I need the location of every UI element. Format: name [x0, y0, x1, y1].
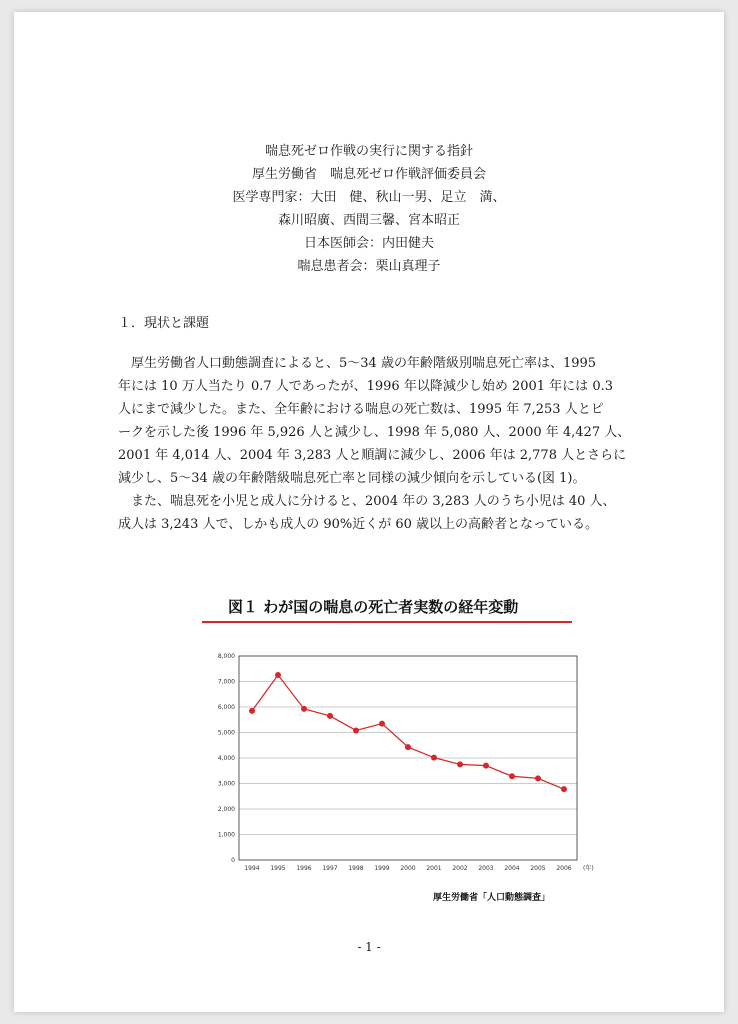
- x-axis-label: (年): [583, 865, 594, 872]
- x-tick-label: 1998: [348, 865, 364, 872]
- document-header: [14, 140, 724, 278]
- series-line: [252, 675, 564, 789]
- header-committee: 厚生労働省 喘息死ゼロ作戦評価委員会: [251, 167, 486, 182]
- data-point: [249, 708, 255, 714]
- paragraph-line: 成人は 3,243 人で、しかも成人の 90%近くが 60 歳以上の高齢者となっている。: [118, 517, 599, 532]
- data-point: [561, 786, 567, 792]
- x-tick-label: 2005: [530, 865, 546, 872]
- x-tick-label: 1995: [270, 865, 286, 872]
- data-point: [275, 672, 281, 678]
- data-point: [379, 721, 385, 727]
- data-point: [509, 773, 515, 779]
- x-tick-label: 2004: [504, 865, 520, 872]
- header-experts-1: 医学専門家：大田 健、秋山一男、足立 満、: [232, 190, 506, 205]
- y-tick-label: 5,000: [217, 729, 235, 737]
- y-tick-label: 8,000: [217, 653, 235, 660]
- paragraph-1: [118, 352, 640, 490]
- x-tick-label: 2006: [556, 865, 572, 872]
- document-page: [14, 12, 724, 1012]
- paragraph-line: また、喘息死を小児と成人に分けると、2004 年の 3,283 人のうち小児は 40 人、: [118, 494, 616, 509]
- x-tick-label: 1999: [374, 865, 390, 872]
- paragraph-2: [118, 490, 640, 536]
- paragraph-line: 人にまで減少した。また、全年齢における喘息の死亡数は、1995 年 7,253 人とピ: [118, 402, 604, 417]
- paragraph-line: ークを示した後 1996 年 5,926 人と減少し、1998 年 5,080 人、2000 年 4,427 人、: [118, 425, 631, 440]
- paragraph-line: 厚生労働省人口動態調査によると、5～34 歳の年齢階級別喘息死亡率は、1995: [118, 356, 597, 371]
- x-tick-label: 2000: [400, 865, 416, 872]
- y-tick-label: 3,000: [217, 780, 235, 788]
- y-tick-label: 7,000: [217, 678, 235, 686]
- x-tick-label: 1994: [244, 865, 260, 872]
- header-title: 喘息死ゼロ作戦の実行に関する指針: [264, 144, 473, 159]
- y-tick-label: 0: [231, 857, 235, 864]
- y-tick-label: 6,000: [217, 704, 235, 711]
- y-tick-label: 1,000: [217, 831, 235, 839]
- figure-title: 図１ わが国の喘息の死亡者実数の経年変動: [228, 598, 519, 616]
- x-tick-label: 1997: [322, 865, 338, 872]
- y-tick-label: 4,000: [217, 755, 235, 762]
- death-count-line-chart: [192, 638, 592, 878]
- header-medical-association: 日本医師会：内田健夫: [303, 236, 434, 251]
- data-point: [483, 763, 489, 769]
- data-point: [535, 775, 541, 781]
- y-tick-label: 2,000: [217, 806, 235, 813]
- header-experts-2: 森川昭廣、西間三馨、宮本昭正: [277, 213, 460, 228]
- section-title: １．現状と課題: [118, 316, 210, 331]
- data-point: [353, 727, 359, 733]
- data-point: [301, 706, 307, 712]
- paragraph-line: 年には 10 万人当たり 0.7 人であったが、1996 年以降減少し始め 2001 年には 0.3: [118, 379, 613, 394]
- x-tick-label: 1996: [296, 865, 312, 872]
- data-point: [405, 744, 411, 750]
- figure-title-rule: [202, 621, 572, 623]
- figure-source: 厚生労働省「人口動態調査」: [433, 893, 551, 903]
- x-tick-label: 2001: [426, 865, 442, 872]
- x-tick-label: 2002: [452, 865, 468, 872]
- paragraph-line: 2001 年 4,014 人、2004 年 3,283 人と順調に減少し、2006 年は 2,778 人とさらに: [118, 448, 627, 463]
- x-tick-label: 2003: [478, 865, 494, 872]
- page-number: - 1 -: [357, 940, 381, 954]
- data-point: [327, 713, 333, 719]
- data-point: [431, 755, 437, 761]
- data-point: [457, 761, 463, 767]
- paragraph-line: 減少し、5～34 歳の年齢階級喘息死亡率と同様の減少傾向を示している(図 1)。: [118, 471, 586, 486]
- header-patient-association: 喘息患者会：栗山真理子: [297, 259, 441, 274]
